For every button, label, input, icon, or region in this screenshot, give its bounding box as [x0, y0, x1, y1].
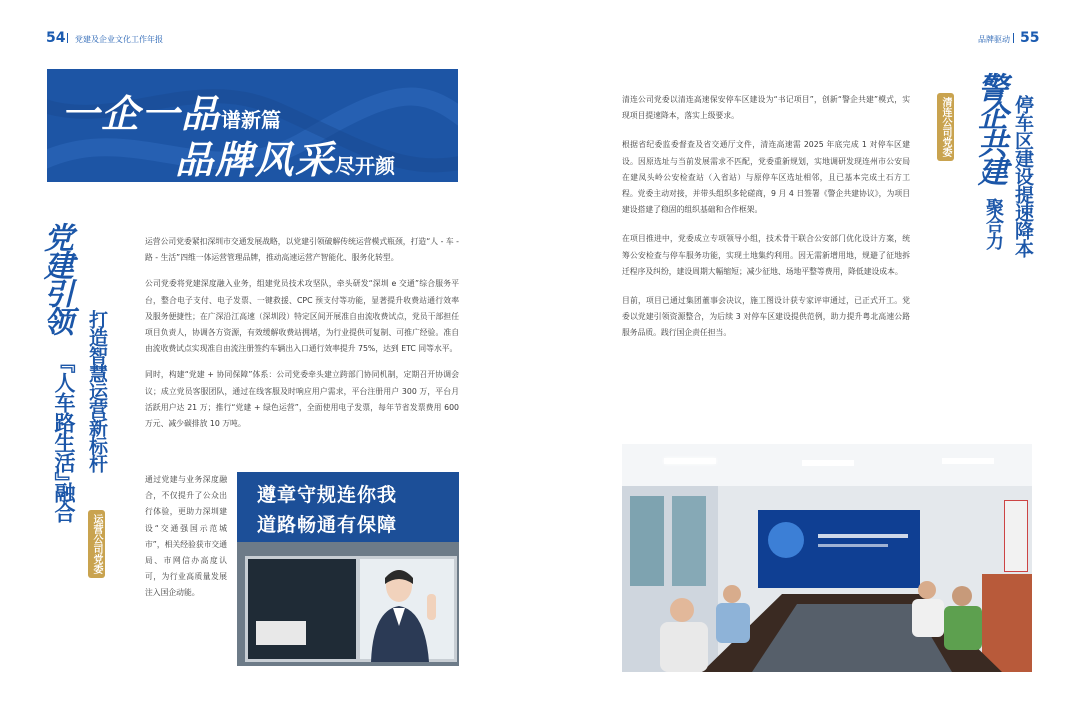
right-page-number: 55: [1020, 30, 1040, 46]
toll-booth-sign: [237, 472, 459, 542]
right-article-body: [622, 92, 910, 342]
left-quote-suffix: 融合: [52, 482, 76, 522]
right-title-suffix: 聚合力: [983, 198, 1004, 249]
left-closing-paragraph: 通过党建与业务深度融合，不仅提升了公众出行体验，更助力深圳建设“交通强国示范城市”，相关经验获市交通局、市网信办高度认可，为行业高质量发展注入国企动能。: [145, 475, 228, 598]
banner-line-2: [175, 129, 395, 182]
conference-table-scene: [622, 564, 1032, 672]
title-banner: [47, 69, 458, 182]
booth-window-left: [245, 556, 359, 662]
screen-text-line: [818, 544, 888, 547]
left-article-body: [145, 234, 459, 432]
left-calligraphy-title: 党建引领: [38, 222, 73, 334]
left-paragraph-2: 公司党委将党建深度融入业务，组建党员技术攻坚队，牵头研发“深圳 e 交通”综合服务平台，整合电子支付、电子发票、一键救援、CPC 预支付等功能，显著提升收费站通行效率及服务便捷性；在广深沿江高速（深圳段）特定区间开展准自由流收费试点，党员干部担任项目负责人，协调各方资源，有效缓解收费站拥堵，为行业提供可复制、可推广经验。准自由流收费试点实现准自由流注册签约车辆出入口通行效率提升 75%，达到 ETC 同等水平。: [145, 279, 459, 354]
left-org-badge: 运营公司党委: [88, 510, 105, 578]
screen-text-line: [818, 534, 908, 538]
toll-collector-figure: [365, 564, 445, 662]
left-quote-title: 『人车路生活』: [52, 352, 76, 492]
right-calligraphy-title: 警企共建: [972, 72, 1007, 184]
right-paragraph-1: 清连公司党委以清连高速保安停车区建设为“书记项目”，创新“警企共建”模式，实现项目提速降本，落实上级要求。: [622, 95, 910, 121]
banner-line-2-small: 尽开颜: [335, 154, 396, 178]
meeting-room-photo: [622, 444, 1032, 672]
ceiling-light: [802, 460, 854, 466]
left-paragraph-3: 同时，构建“党建 + 协同保障”体系：公司党委牵头建立跨部门协同机制，定期召开协调会议；成立党员客服团队，通过在线客服及时响应用户需求，平台注册用户 300 万，平台月活跃用户达 21 万；推行“党建 + 绿色运营”，全面使用电子发票，每年节省发票费用 600 万元、减少碳排放 10 万吨。: [145, 370, 459, 429]
ceiling-light: [664, 458, 716, 464]
toll-sign-line-2: 道路畅通有保障: [257, 514, 398, 536]
toll-sign-line-1: 遵章守规连你我: [257, 484, 398, 506]
right-header-title: 品牌驱动: [978, 35, 1010, 44]
left-header-title: 党建及企业文化工作年报: [75, 35, 163, 44]
screen-globe-graphic: [768, 522, 804, 558]
right-paragraph-4: 目前，项目已通过集团董事会决议，施工图设计获专家评审通过，已正式开工。党委以党建引领资源整合，为后续 3 对停车区建设提供范例，助力提升粤北高速公路服务品质。践行国企责任担当。: [622, 296, 910, 338]
header-divider: [67, 33, 68, 43]
right-title: 停车区建设提速降本: [1012, 95, 1034, 257]
left-paragraph-1: 运营公司党委紧扣深圳市交通发展战略，以党建引领破解传统运营模式瓶颈，打造“人 - 车 - 路 - 生活”四维一体运营管理品牌，推动高速运营产智能化、服务化转型。: [145, 237, 459, 263]
toll-booth-photo: [237, 472, 459, 666]
left-subtitle: 打造智慧运营新标杆: [86, 310, 108, 472]
banner-line-2-big: 品牌风采: [175, 137, 336, 182]
ceiling-light: [942, 458, 994, 464]
wall-banner: [1004, 500, 1028, 572]
banner-line-1-small: 谱新篇: [221, 108, 282, 132]
right-paragraph-2: 根据省纪委监委督查及省交通厅文件，清连高速需 2025 年底完成 1 对停车区建设。因原选址与当前发展需求不匹配，党委重新规划，实地调研发现连州市公安局在建凤头岭公安检查站（入省站）与原停车区选址相邻，且已基本完成土石方工程。党委主动对接，并带头组织多轮磋商，9 月 4 日签署《警企共建协议》，为项目建设搭建了稳固的组织基础和合作框架。: [622, 140, 910, 215]
right-org-badge: 清连公司党委: [937, 93, 954, 161]
header-divider: [1013, 33, 1014, 43]
banner-line-1-big: 一企一品: [61, 91, 222, 136]
right-paragraph-3: 在项目推进中，党委成立专项领导小组，技术骨干联合公安部门优化设计方案，统筹公安检查与停车服务功能，实现土地集约利用。因无需新增用地，规避了征地拆迁程序及纠纷，建设周期大幅缩短；减少征地、场地平整等费用，降低建设成本。: [622, 234, 910, 276]
left-page-number: 54: [46, 30, 66, 46]
booth-notice-card: [256, 621, 306, 645]
